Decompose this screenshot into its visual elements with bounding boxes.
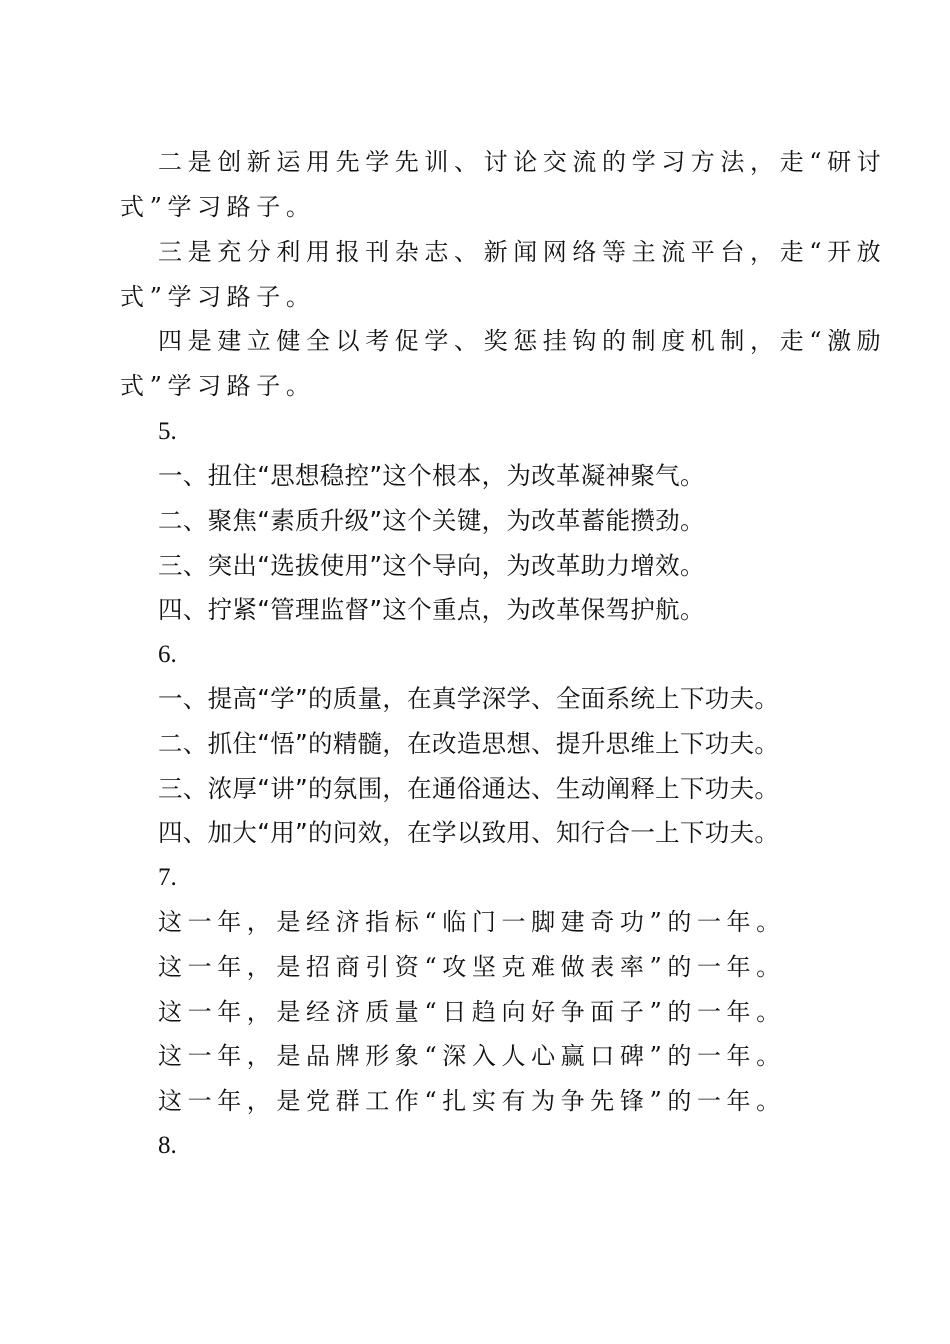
list-item: 二、聚焦“素质升级”这个关键，为改革蓄能攒劲。 [158, 506, 705, 535]
list-item: 一、扭住“思想稳控”这个根本，为改革凝神聚气。 [158, 461, 705, 490]
paragraph-line: 式”学习路子。 [120, 283, 316, 311]
section-number: 5. [158, 418, 177, 445]
list-item: 四、拧紧“管理监督”这个重点，为改革保驾护航。 [158, 595, 705, 624]
list-item: 这一年，是经济指标“临门一脚建奇功”的一年。 [158, 908, 786, 936]
section-number: 7. [158, 864, 177, 891]
list-item: 这一年，是党群工作“扎实有为争先锋”的一年。 [158, 1087, 786, 1115]
list-item: 这一年，是经济质量“日趋向好争面子”的一年。 [158, 998, 786, 1026]
list-item: 三、突出“选拔使用”这个导向，为改革助力增效。 [158, 551, 705, 580]
paragraph-line: 式”学习路子。 [120, 372, 316, 400]
list-item: 二、抓住“悟”的精髓，在改造思想、提升思维上下功夫。 [158, 729, 780, 758]
list-item: 一、提高“学”的质量，在真学深学、全面系统上下功夫。 [158, 684, 780, 713]
paragraph-line: 式”学习路子。 [120, 193, 316, 221]
section-number: 6. [158, 641, 177, 668]
paragraph-line: 三是充分利用报刊杂志、新闻网络等主流平台，走“开放 [158, 238, 887, 266]
list-item: 三、浓厚“讲”的氛围，在通俗通达、生动阐释上下功夫。 [158, 774, 780, 803]
list-item: 四、加大“用”的问效，在学以致用、知行合一上下功夫。 [158, 818, 780, 847]
list-item: 这一年，是品牌形象“深入人心赢口碑”的一年。 [158, 1042, 786, 1070]
list-item: 这一年，是招商引资“攻坚克难做表率”的一年。 [158, 953, 786, 981]
paragraph-line: 二是创新运用先学先训、讨论交流的学习方法，走“研讨 [158, 148, 887, 176]
paragraph-line: 四是建立健全以考促学、奖惩挂钩的制度机制，走“激励 [158, 327, 887, 355]
section-number: 8. [158, 1132, 177, 1159]
